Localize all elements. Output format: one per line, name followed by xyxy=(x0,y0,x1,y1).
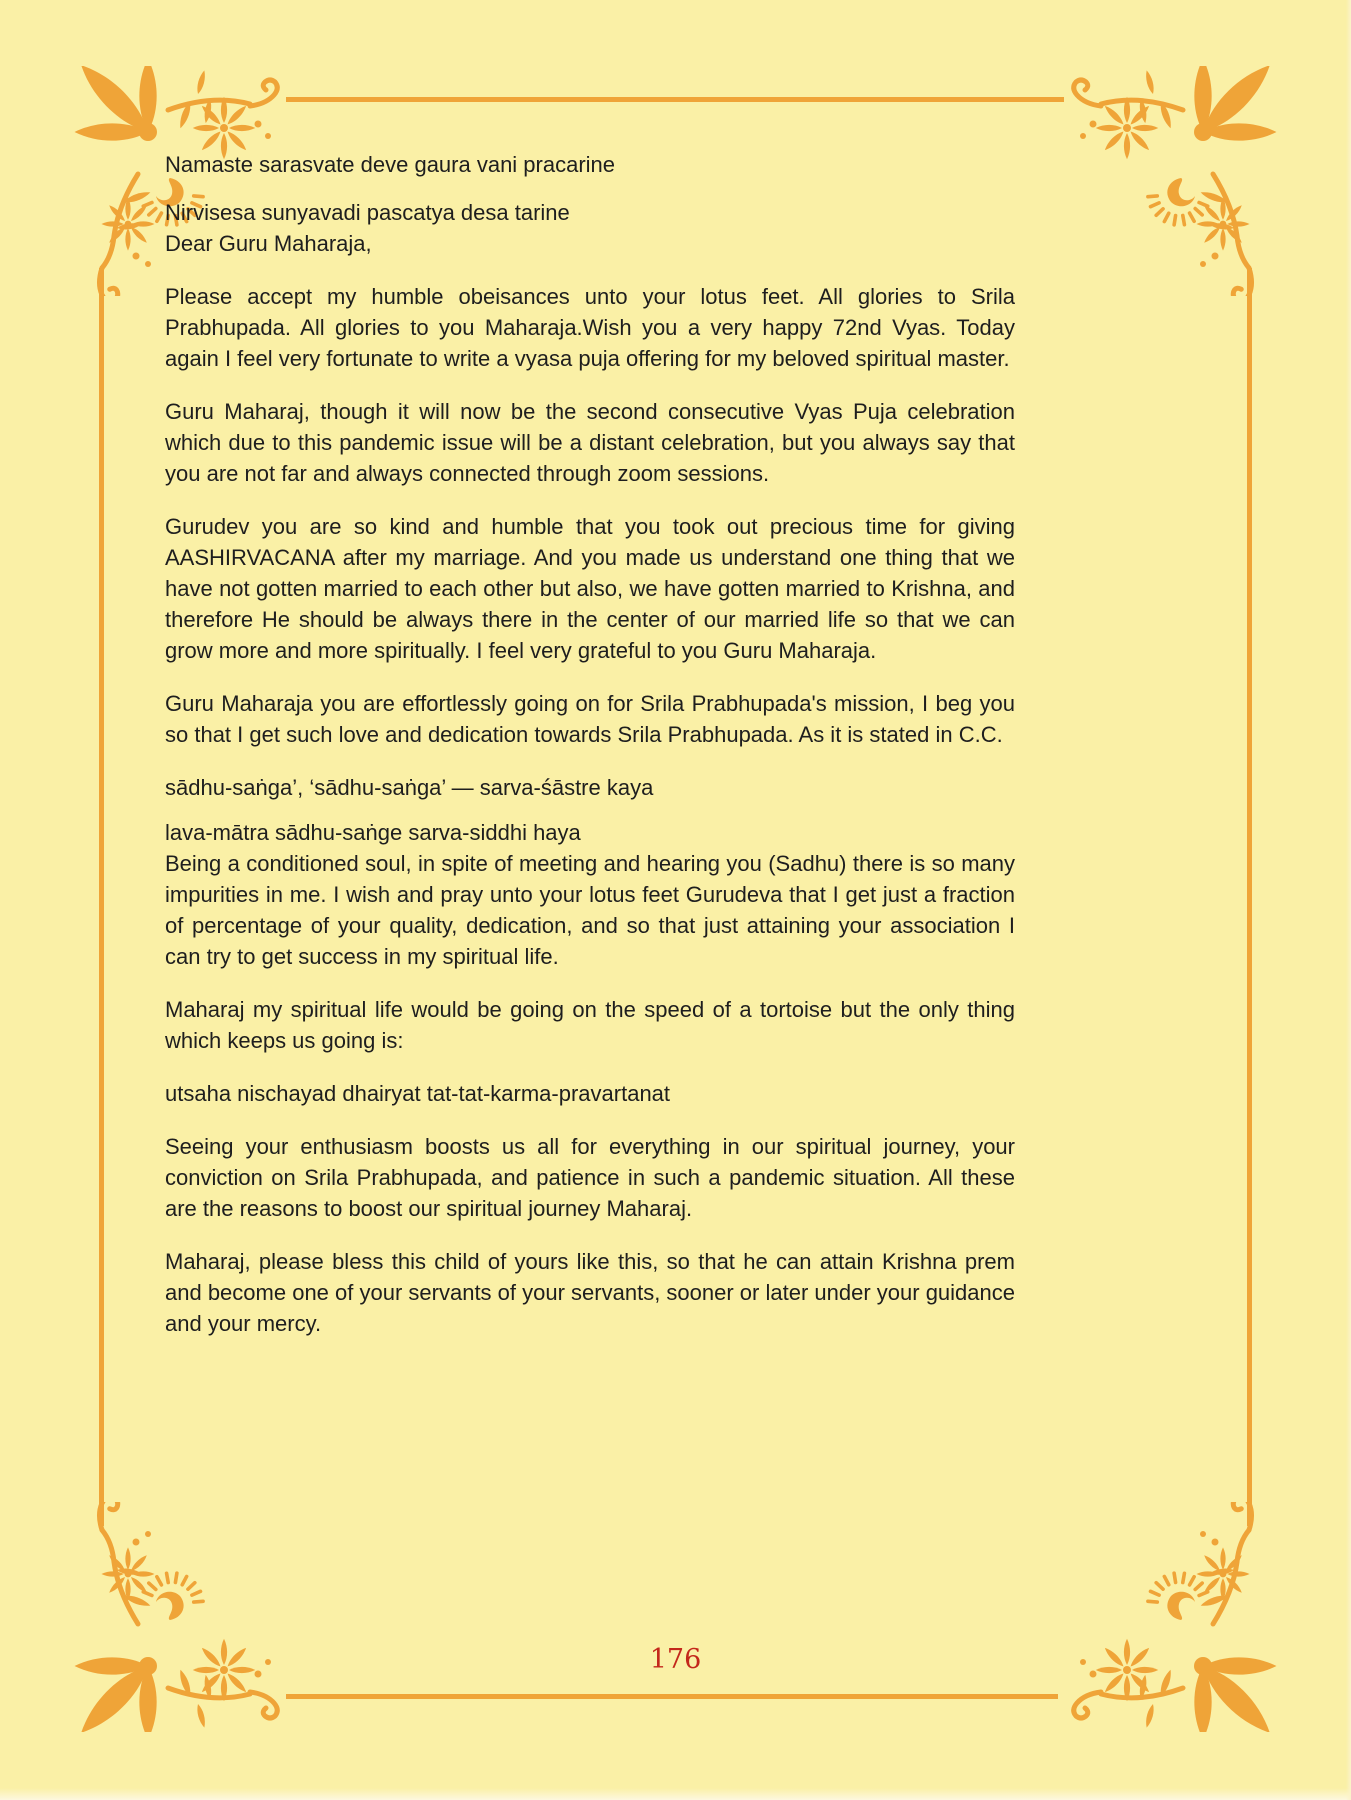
page-number: 176 xyxy=(649,1644,702,1675)
verse-line: sādhu-saṅga’, ‘sādhu-saṅga’ — sarva-śāstre kaya xyxy=(165,775,654,800)
paragraph: Guru Maharaja you are effortlessly going on for Srila Prabhupada's mission, I beg you so that I get such love and dedication towards Srila Prabhupada. As it is stated in C.C. xyxy=(165,691,1015,747)
paragraph: Gurudev you are so kind and humble that you took out precious time for giving AASHIRVACANA after my marriage. And you made us understand one thing that we have not gotten married to each other but also, we have gotten married to Krishna, and therefore He should be always there in the center of our married life so that we can grow more and more spiritually. I feel very grateful to you Guru Maharaja. xyxy=(165,514,1015,663)
paragraph: Please accept my humble obeisances unto your lotus feet. All glories to Srila Prabhupada. All glories to you Maharaja.Wish you a very happy 72nd Vyas. Today again I feel very fortunate to write a vyasa puja offering for my beloved spiritual master. xyxy=(165,284,1015,371)
paragraph: Guru Maharaj, though it will now be the second consecutive Vyas Puja celebration which due to this pandemic issue will be a distant celebration, but you always say that you are not far and always connected through zoom sessions. xyxy=(165,399,1015,486)
invocation-line: Nirvisesa sunyavadi pascatya desa tarine xyxy=(165,200,570,225)
floral-corner-bottom-left-icon xyxy=(72,1502,302,1732)
frame-rule-left xyxy=(99,268,104,1526)
floral-corner-top-right-icon xyxy=(1049,66,1279,296)
verse-line: lava-mātra sādhu-saṅge sarva-siddhi haya xyxy=(165,820,581,845)
floral-corner-bottom-right-icon xyxy=(1049,1502,1279,1732)
frame-rule-top xyxy=(286,97,1064,102)
invocation-line: Namaste sarasvate deve gaura vani pracarine xyxy=(165,152,616,177)
paragraph: Being a conditioned soul, in spite of meeting and hearing you (Sadhu) there is so many impurities in me. I wish and pray unto your lotus feet Gurudeva that I get just a fraction of percentage of your quality, dedication, and so that just attaining your association I can try to get success in my spiritual life. xyxy=(165,851,1015,969)
salutation: Dear Guru Maharaja, xyxy=(165,231,372,256)
mantra-line: utsaha nischayad dhairyat tat-tat-karma-pravartanat xyxy=(165,1081,671,1106)
frame-rule-bottom xyxy=(286,1694,1058,1699)
paragraph: Seeing your enthusiasm boosts us all for everything in our spiritual journey, your conviction on Srila Prabhupada, and patience in such a pandemic situation. All these are the reasons to boost our spiritual journey Maharaj. xyxy=(165,1134,1015,1221)
letter-body xyxy=(165,149,1015,1361)
scan-edge-bottom xyxy=(0,1788,1351,1800)
scan-edge-right xyxy=(1346,0,1351,1800)
paragraph: Maharaj, please bless this child of yours like this, so that he can attain Krishna prem and become one of your servants of your servants, sooner or later under your guidance and your mercy. xyxy=(165,1249,1015,1336)
paragraph: Maharaj my spiritual life would be going on the speed of a tortoise but the only thing which keeps us going is: xyxy=(165,997,1015,1053)
frame-rule-right xyxy=(1247,268,1252,1526)
